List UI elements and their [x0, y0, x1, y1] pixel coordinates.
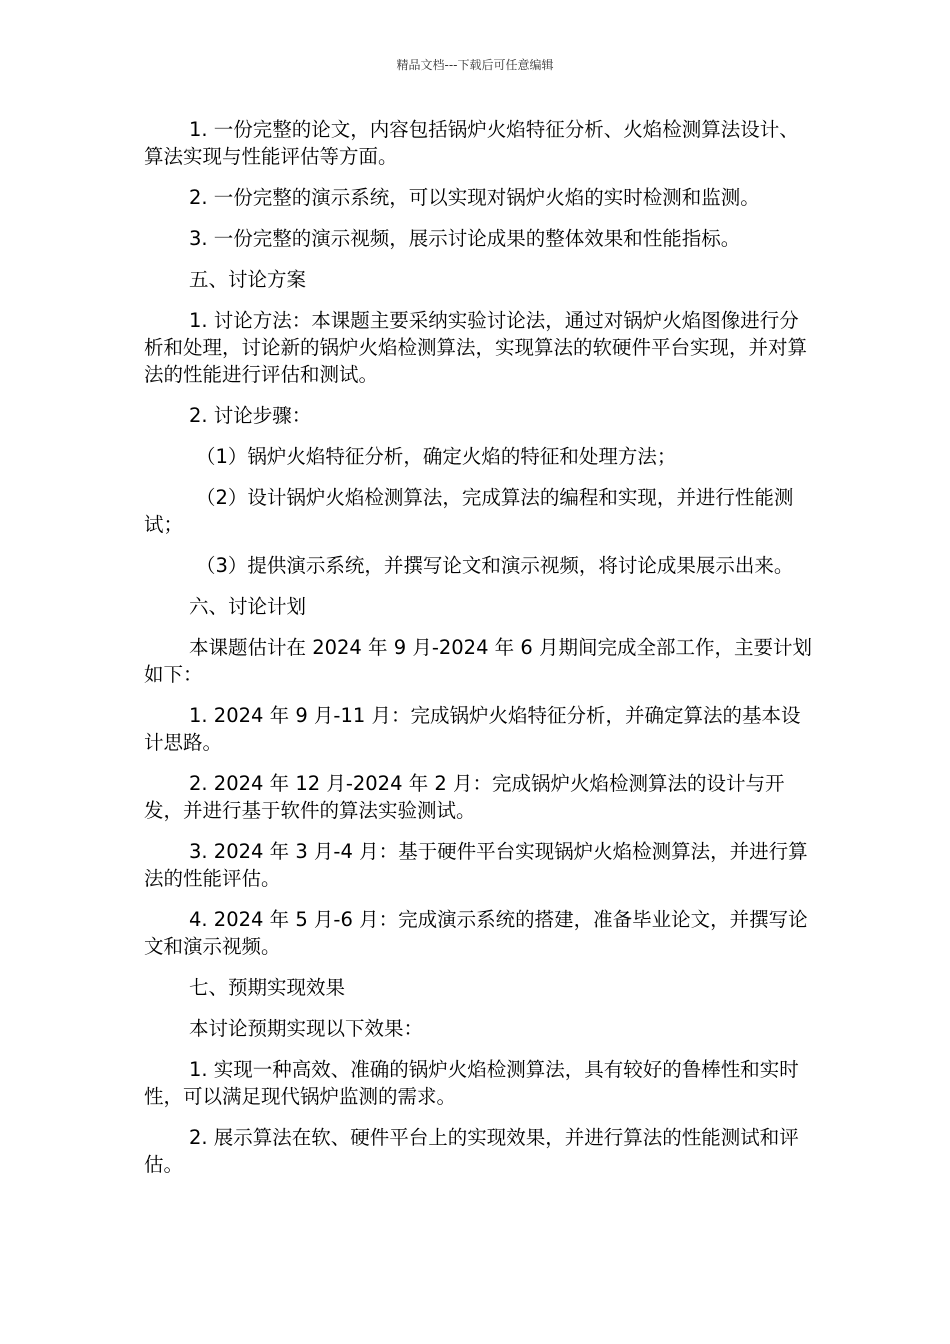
- paragraph-step-3: （3）提供演示系统，并撰写论文和演示视频，将讨论成果展示出来。: [196, 554, 794, 577]
- paragraph-schedule-intro: 本课题估计在 2024 年 9 月-2024 年 6 月期间完成全部工作，主要计划如下：: [144, 636, 812, 686]
- paragraph-steps: 2. 讨论步骤：: [189, 404, 312, 427]
- paragraph-deliverable-3: 3. 一份完整的演示视频，展示讨论成果的整体效果和性能指标。: [189, 227, 741, 250]
- paragraph-schedule-2: 2. 2024 年 12 月-2024 年 2 月：完成锅炉火焰检测算法的设计与开发，并进行基于软件的算法实验测试。: [144, 772, 785, 822]
- document-body: [144, 116, 816, 1192]
- paragraph-expected-1: 1. 实现一种高效、准确的锅炉火焰检测算法，具有较好的鲁棒性和实时性，可以满足现代锅炉监测的需求。: [144, 1058, 799, 1108]
- page-header: 精品文档---下载后可任意编辑: [396, 58, 554, 72]
- paragraph-deliverable-1: 1. 一份完整的论文，内容包括锅炉火焰特征分析、火焰检测算法设计、算法实现与性能评估等方面。: [144, 118, 799, 168]
- paragraph-step-2: （2）设计锅炉火焰检测算法，完成算法的编程和实现，并进行性能测试；: [144, 486, 794, 536]
- paragraph-step-1: （1）锅炉火焰特征分析，确定火焰的特征和处理方法；: [196, 445, 677, 468]
- section-heading-schedule: 六、讨论计划: [189, 595, 307, 618]
- paragraph-deliverable-2: 2. 一份完整的演示系统，可以实现对锅炉火焰的实时检测和监测。: [189, 186, 760, 209]
- paragraph-schedule-4: 4. 2024 年 5 月-6 月：完成演示系统的搭建，准备毕业论文，并撰写论文和演示视频。: [144, 908, 808, 958]
- paragraph-schedule-1: 1. 2024 年 9 月-11 月：完成锅炉火焰特征分析，并确定算法的基本设计思路。: [144, 704, 801, 754]
- paragraph-expected-intro: 本讨论预期实现以下效果：: [189, 1017, 424, 1040]
- section-heading-expected: 七、预期实现效果: [189, 976, 346, 999]
- paragraph-expected-2: 2. 展示算法在软、硬件平台上的实现效果，并进行算法的性能测试和评估。: [144, 1126, 799, 1176]
- paragraph-method: 1. 讨论方法：本课题主要采纳实验讨论法，通过对锅炉火焰图像进行分析和处理，讨论新的锅炉火焰检测算法，实现算法的软硬件平台实现，并对算法的性能进行评估和测试。: [144, 309, 808, 386]
- section-heading-plan: 五、讨论方案: [189, 268, 307, 291]
- paragraph-schedule-3: 3. 2024 年 3 月-4 月：基于硬件平台实现锅炉火焰检测算法，并进行算法的性能评估。: [144, 840, 808, 890]
